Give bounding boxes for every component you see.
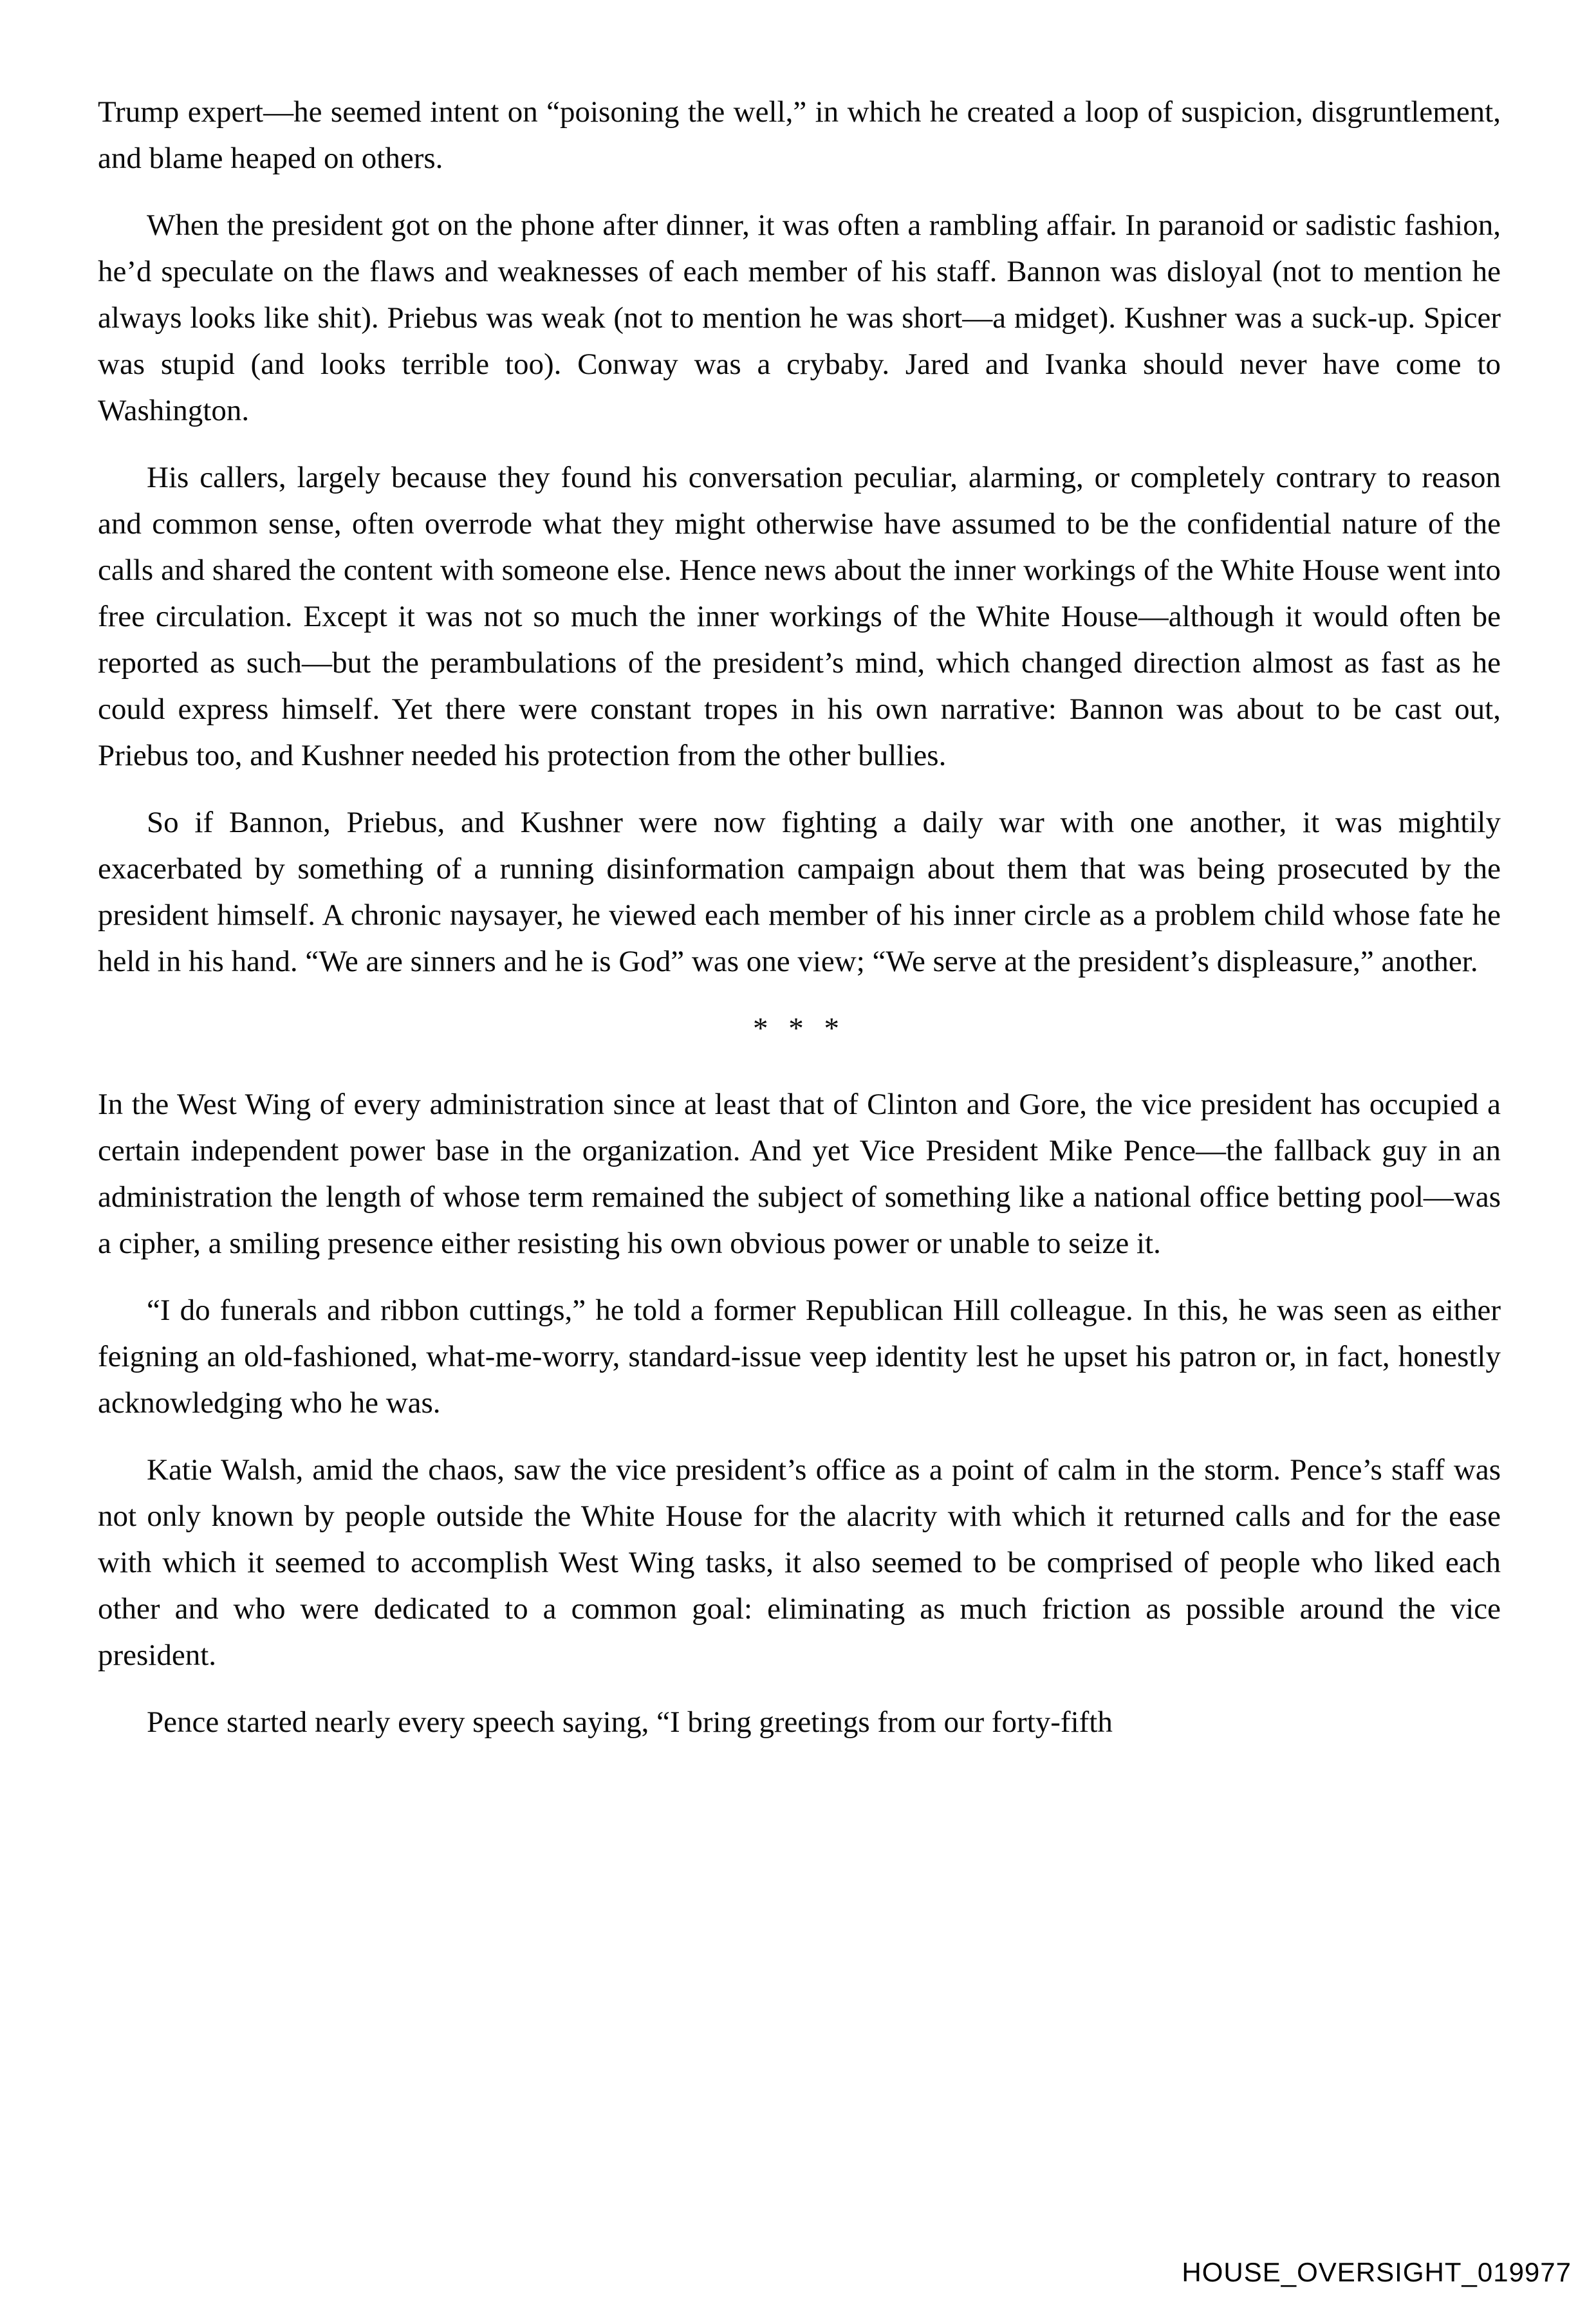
paragraph-katie-walsh: Katie Walsh, amid the chaos, saw the vice president’s office as a point of calm in the storm. Pence’s staff was not only known by people outside the White House for the alacrity with which it returned calls and for the ease with which it seemed to accomplish West Wing tasks, it also seemed to be comprised of people who liked each other and who were dedicated to a common goal: eliminating as much friction as possible around the vice president. [98,1453,1501,1672]
section-break-asterisks: * * * [753,1012,846,1045]
paragraph-his-callers: His callers, largely because they found his conversation peculiar, alarming, or completely contrary to reason and common sense, often overrode what they might otherwise have assumed to be the confidential nature of the calls and shared the content with someone else. Hence news about the inner workings of the White House went into free circulation. Except it was not so much the inner workings of the White House—although it would often be reported as such—but the perambulations of the president’s mind, which changed direction almost as fast as he could express himself. Yet there were constant tropes in his own narrative: Bannon was about to be cast out, Priebus too, and Kushner needed his protection from the other bullies. [98,461,1501,772]
paragraph-pence-speech: Pence started nearly every speech saying, “I bring greetings from our forty-fifth [147,1705,1113,1739]
paragraph-west-wing: In the West Wing of every administration since at least that of Clinton and Gore, the vice president has occupied a certain independent power base in the organization. And yet Vice President Mike Pence—the fallback guy in an administration the length of whose term remained the subject of something like a national office betting pool—was a cipher, a smiling presence either resisting his own obvious power or unable to seize it. [98,1088,1501,1260]
paragraph-trump-expert: Trump expert—he seemed intent on “poisoning the well,” in which he created a loop of suspicion, disgruntlement, and blame heaped on others. [98,95,1501,175]
paragraph-daily-war: So if Bannon, Priebus, and Kushner were now fighting a daily war with one another, it was mightily exacerbated by something of a running disinformation campaign about them that was being prosecuted by the president himself. A chronic naysayer, he viewed each member of his inner circle as a problem child whose fate he held in his hand. “We are sinners and he is God” was one view; “We serve at the president’s displeasure,” another. [98,806,1501,978]
body-text [98,89,1501,1766]
paragraph-funerals-ribbon: “I do funerals and ribbon cuttings,” he told a former Republican Hill colleague. In this, he was seen as either feigning an old-fashioned, what-me-worry, standard-issue veep identity lest he upset his patron or, in fact, honestly acknowledging who he was. [98,1294,1501,1420]
bates-stamp: HOUSE_OVERSIGHT_019977 [1182,2257,1572,2287]
paragraph-president-phone: When the president got on the phone after dinner, it was often a rambling affair. In paranoid or sadistic fashion, he’d speculate on the flaws and weaknesses of each member of his staff. Bannon was disloyal (not to mention he always looks like shit). Priebus was weak (not to mention he was short—a midget). Kushner was a suck-up. Spicer was stupid (and looks terrible too). Conway was a crybaby. Jared and Ivanka should never have come to Washington. [98,209,1501,427]
